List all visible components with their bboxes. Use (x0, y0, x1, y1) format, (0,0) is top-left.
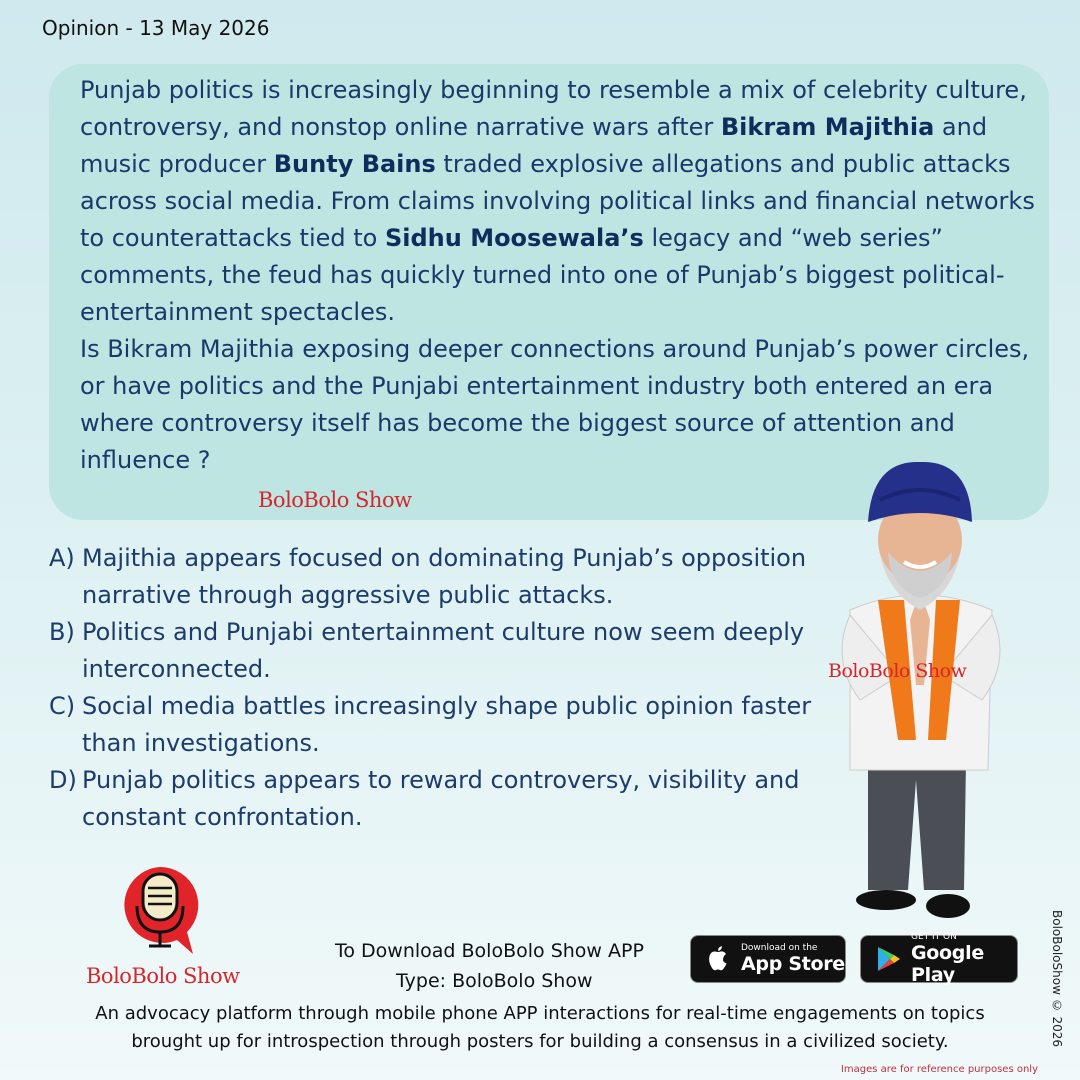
name-sidhu-moosewala: Sidhu Moosewala’s (384, 224, 644, 252)
option-d[interactable] (49, 762, 829, 836)
option-letter: D) (49, 766, 77, 794)
option-letter: B) (49, 618, 75, 646)
google-play-small-label: GET IT ON (911, 932, 957, 942)
app-store-button[interactable] (690, 935, 846, 983)
option-text: Politics and Punjabi entertainment culture now seem deeply interconnected. (82, 618, 805, 683)
download-instruction: To Download BoloBolo Show APP (335, 940, 644, 962)
caricature-illustration (820, 460, 1020, 930)
option-c[interactable] (49, 688, 829, 762)
platform-tagline (20, 1000, 1060, 1056)
figure-brand-watermark: BoloBolo Show (828, 660, 967, 682)
apple-icon (703, 944, 733, 974)
download-search-term: Type: BoloBolo Show (396, 970, 593, 992)
google-play-button[interactable] (860, 932, 1018, 986)
question-paragraph-2: Is Bikram Majithia exposing deeper connections around Punjab’s power circles, or have politics and the Punjabi entertainment industry both entered an era where controversy itself has become the biggest source of attention and influence ? (80, 335, 1030, 474)
option-letter: A) (49, 544, 75, 572)
app-store-small-label: Download on the (741, 943, 818, 953)
tagline-line-2: brought up for introspection through posters for building a consensus in a civilized society. (131, 1031, 949, 1052)
question-text (80, 72, 1045, 479)
google-play-label: Google Play (911, 942, 984, 986)
tagline-line-1: An advocacy platform through mobile phone APP interactions for real-time engagements on topics (95, 1003, 985, 1024)
app-store-label: App Store (741, 953, 845, 975)
copyright-notice: BoloBoloShow © 2026 (1050, 910, 1064, 1048)
footer-brand: BoloBolo Show (86, 964, 240, 988)
option-a[interactable] (49, 540, 829, 614)
name-bunty-bains: Bunty Bains (273, 150, 436, 178)
name-bikram-majithia: Bikram Majithia (720, 113, 935, 141)
options-list (49, 540, 829, 836)
google-play-icon (873, 944, 903, 974)
option-b[interactable] (49, 614, 829, 688)
microphone-logo-icon (115, 862, 205, 962)
question-paragraph-1: Punjab politics is increasingly beginning to resemble a mix of celebrity culture, controversy, and nonstop online narrative wars after Bikram Majithia and music producer Bunty Bains traded explosive allegations and public attacks across social media. From claims involving political links and financial networks to counterattacks tied to Sidhu Moosewala’s legacy and “web series” comments, the feud has quickly turned into one of Punjab’s biggest political-entertainment spectacles. (80, 76, 1035, 326)
card-brand-watermark: BoloBolo Show (258, 488, 412, 512)
image-disclaimer: Images are for reference purposes only (840, 1064, 1038, 1075)
option-text: Social media battles increasingly shape public opinion faster than investigations. (82, 692, 812, 757)
option-text: Punjab politics appears to reward controversy, visibility and constant confrontation. (82, 766, 800, 831)
option-letter: C) (49, 692, 76, 720)
option-text: Majithia appears focused on dominating Punjab’s opposition narrative through aggressive public attacks. (82, 544, 807, 609)
date-label: Opinion - 13 May 2026 (42, 16, 270, 40)
